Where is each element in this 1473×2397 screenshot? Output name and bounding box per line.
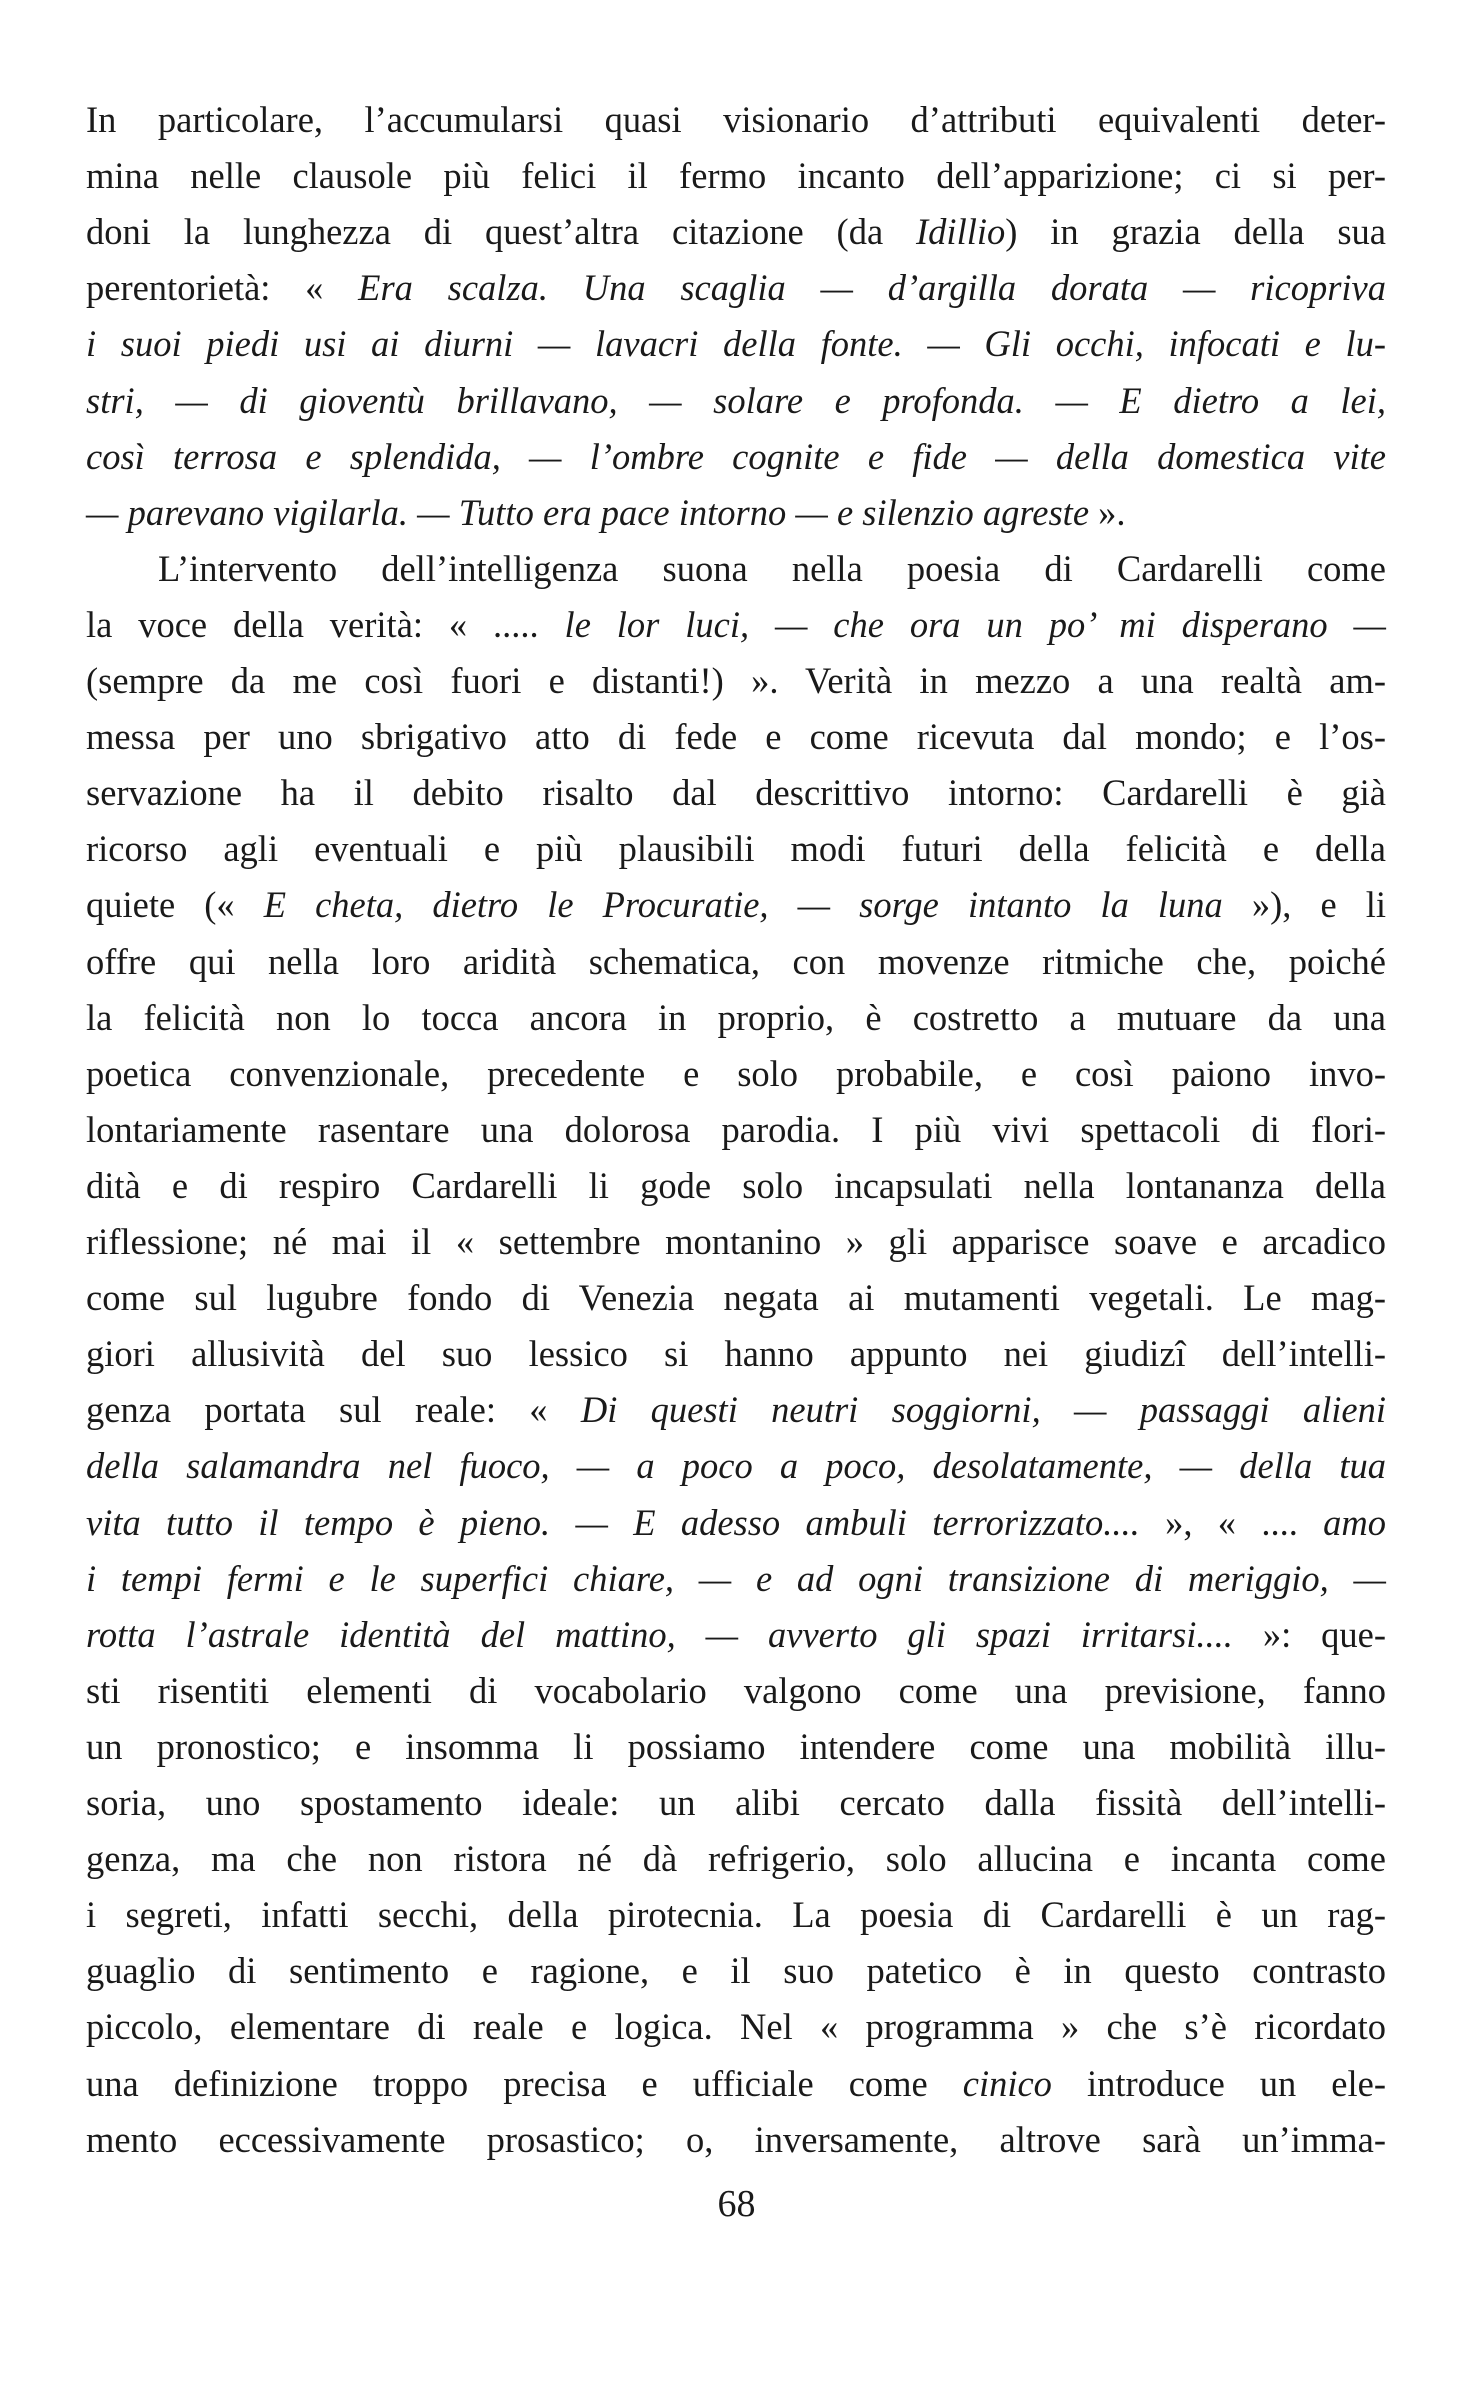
text-line <box>86 877 1386 933</box>
text-line <box>86 821 1386 877</box>
italic-quote-segment: vita tutto il tempo è pieno. — E adesso ambuli terrorizzato.... <box>86 1501 1140 1543</box>
text-segment: lontariamente rasentare una dolorosa parodia. I più vivi spettacoli di flori- <box>86 1108 1386 1150</box>
text-segment: doni la lunghezza di quest’altra citazione (da <box>86 211 917 253</box>
italic-quote-segment: Di questi neutri soggiorni, — passaggi alieni <box>580 1389 1386 1431</box>
text-segment: riflessione; né mai il « settembre montanino » gli apparisce soave e arcadico <box>86 1221 1386 1262</box>
text-line <box>86 1831 1386 1887</box>
italic-quote-segment: i suoi piedi usi ai diurni — lavacri della fonte. — Gli occhi, infocati e lu- <box>86 323 1386 365</box>
text-line <box>86 934 1386 990</box>
text-segment: ricorso agli eventuali e più plausibili modi futuri della felicità e della <box>86 828 1386 870</box>
text-line <box>86 316 1386 372</box>
text-segment: dità e di respiro Cardarelli li gode solo incapsulati nella lontananza della <box>86 1164 1386 1206</box>
text-segment: un pronostico; e insomma li possiamo intendere come una mobilità illu- <box>86 1725 1386 1767</box>
italic-quote-segment: rotta l’astrale identità del mattino, — avverto gli spazi irritarsi.... <box>86 1613 1233 1655</box>
text-line <box>86 597 1386 653</box>
text-line <box>86 1887 1386 1943</box>
text-segment: la felicità non lo tocca ancora in proprio, è costretto a mutuare da una <box>86 996 1386 1038</box>
text-line <box>86 1214 1386 1270</box>
text-line <box>86 1943 1386 1999</box>
text-segment: (sempre da me così fuori e distanti!) ». Verità in mezzo a una realtà am- <box>86 660 1386 701</box>
italic-quote-segment: così terrosa e splendida, — l’ombre cognite e fide — della domestica vite <box>86 435 1386 477</box>
text-segment: genza portata sul reale: « <box>86 1389 581 1431</box>
text-segment: », « .... <box>1139 1501 1298 1543</box>
text-line <box>86 2056 1386 2112</box>
text-line <box>86 990 1386 1046</box>
text-segment: ». <box>1089 491 1126 533</box>
text-line <box>86 204 1386 260</box>
italic-quote-segment: amo <box>1297 1501 1387 1543</box>
text-line <box>86 1158 1386 1214</box>
text-segment: mento eccessivamente prosastico; o, inversamente, altrove sarà un’imma- <box>86 2118 1386 2160</box>
text-segment: servazione ha il debito risalto dal descrittivo intorno: Cardarelli è già <box>86 772 1386 814</box>
text-line <box>86 1551 1386 1607</box>
text-segment: guaglio di sentimento e ragione, e il suo patetico è in questo contrasto <box>86 1950 1386 1992</box>
text-line <box>86 1607 1386 1663</box>
text-line <box>86 429 1386 485</box>
text-segment: poetica convenzionale, precedente e solo probabile, e così paiono invo- <box>86 1052 1386 1094</box>
text-segment: la voce della verità: « ..... <box>86 603 565 645</box>
text-segment: i segreti, infatti secchi, della pirotecnia. La poesia di Cardarelli è un rag- <box>86 1894 1386 1936</box>
italic-quote-segment: cinico <box>962 2062 1052 2104</box>
text-line <box>86 1270 1386 1326</box>
italic-quote-segment: Idillio <box>916 211 1006 253</box>
text-segment: L’intervento dell’intelligenza suona nella poesia di Cardarelli come <box>158 547 1386 589</box>
text-segment: giori allusività del suo lessico si hanno appunto nei giudizî dell’intelli- <box>86 1333 1386 1375</box>
text-segment: »: que- <box>1232 1613 1386 1655</box>
text-line <box>86 1102 1386 1158</box>
text-line <box>86 541 1386 597</box>
italic-quote-segment: — parevano vigilarla. — Tutto era pace intorno — e silenzio agreste <box>86 491 1090 533</box>
text-line <box>86 148 1386 204</box>
text-line <box>86 1495 1386 1551</box>
text-segment: ) in grazia della sua <box>1005 211 1387 253</box>
text-line <box>86 765 1386 821</box>
text-segment: In particolare, l’accumularsi quasi visionario d’attributi equivalenti deter- <box>86 99 1386 140</box>
text-line <box>86 709 1386 765</box>
text-segment: come sul lugubre fondo di Venezia negata ai mutamenti vegetali. Le mag- <box>86 1277 1386 1319</box>
text-line <box>86 485 1386 541</box>
italic-quote-segment: E cheta, dietro le Procuratie, — sorge intanto la luna <box>263 884 1223 926</box>
text-segment: offre qui nella loro aridità schematica, con movenze ritmiche che, poiché <box>86 940 1386 982</box>
italic-quote-segment: Era scalza. Una scaglia — d’argilla dorata — ricopriva <box>358 267 1386 309</box>
text-segment: quiete (« <box>86 884 264 926</box>
page-number: 68 <box>717 2183 756 2225</box>
italic-quote-segment: le lor luci, — che ora un po’ mi disperano — <box>564 603 1386 645</box>
text-line <box>86 2112 1386 2168</box>
text-segment: sti risentiti elementi di vocabolario valgono come una previsione, fanno <box>86 1669 1386 1711</box>
text-line <box>86 653 1386 709</box>
text-segment: piccolo, elementare di reale e logica. Nel « programma » che s’è ricordato <box>86 2006 1386 2048</box>
text-line <box>86 260 1386 316</box>
text-segment: »), e li <box>1222 884 1387 926</box>
text-line <box>86 1999 1386 2055</box>
text-line <box>86 1046 1386 1102</box>
italic-quote-segment: i tempi fermi e le superfici chiare, — e ad ogni transizione di meriggio, — <box>86 1557 1386 1599</box>
italic-quote-segment: della salamandra nel fuoco, — a poco a poco, desolatamente, — della tua <box>86 1445 1386 1487</box>
text-line <box>86 1663 1386 1719</box>
text-line <box>86 1438 1386 1494</box>
text-line <box>86 1775 1386 1831</box>
text-line <box>86 1326 1386 1382</box>
text-segment: genza, ma che non ristora né dà refrigerio, solo allucina e incanta come <box>86 1838 1386 1880</box>
text-line <box>86 92 1386 148</box>
text-line <box>86 373 1386 429</box>
text-segment: introduce un ele- <box>1051 2062 1386 2104</box>
text-segment: soria, uno spostamento ideale: un alibi cercato dalla fissità dell’intelli- <box>86 1782 1386 1823</box>
text-segment: perentorietà: « <box>86 267 359 309</box>
text-line <box>86 1719 1386 1775</box>
text-line <box>86 1382 1386 1438</box>
text-segment: messa per uno sbrigativo atto di fede e come ricevuta dal mondo; e l’os- <box>86 716 1386 758</box>
text-segment: mina nelle clausole più felici il fermo incanto dell’apparizione; ci si per- <box>86 155 1386 197</box>
italic-quote-segment: stri, — di gioventù brillavano, — solare e profonda. — E dietro a lei, <box>86 379 1386 421</box>
text-segment: una definizione troppo precisa e ufficiale come <box>86 2062 963 2104</box>
